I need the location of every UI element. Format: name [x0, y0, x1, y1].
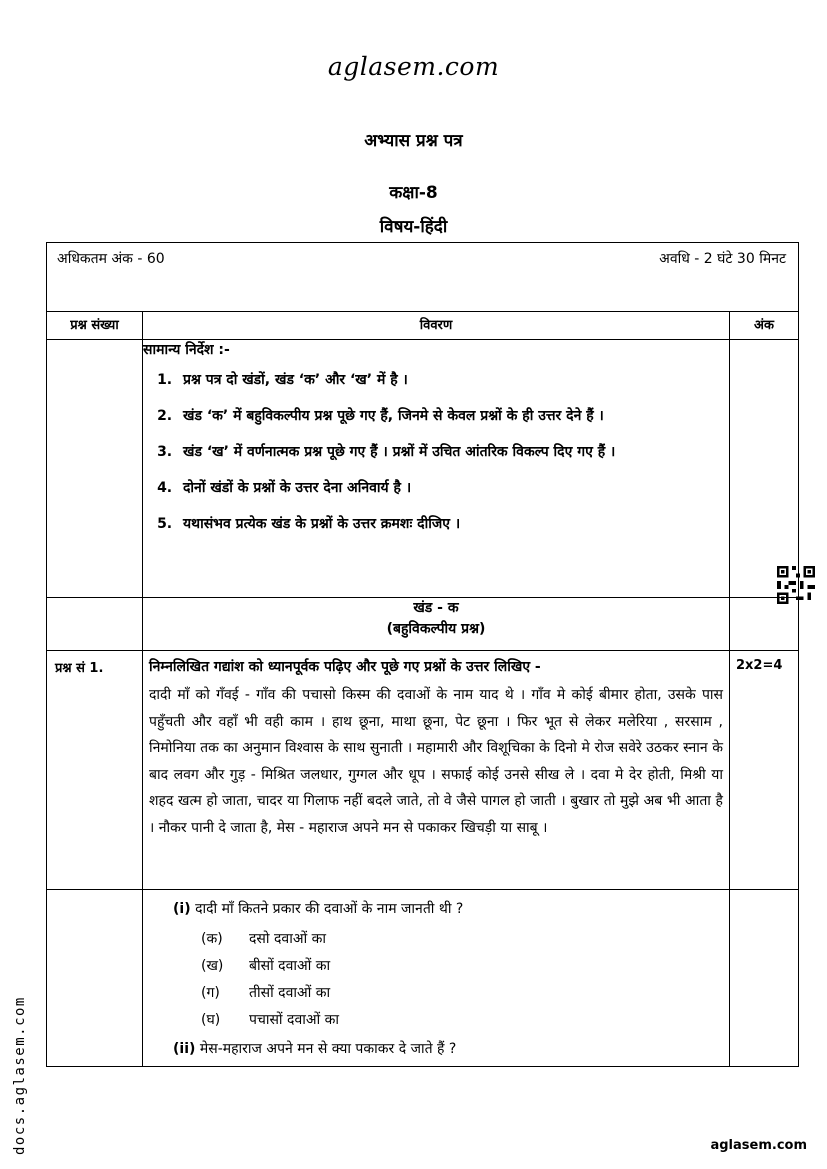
option — [201, 953, 723, 980]
instruction-item: 1. प्रश्न पत्र दो खंडों, खंड ‘क’ और ‘ख’ में है । — [177, 365, 729, 395]
watermark-bottom: aglasem.com — [710, 1138, 807, 1153]
subquestion-1-options — [173, 926, 723, 1034]
column-header-marks: अंक — [730, 312, 799, 340]
watermark-top: aglasem.com — [327, 52, 500, 81]
subquestion-2 — [173, 1038, 723, 1060]
instructions-title: सामान्य निर्देश :- — [143, 342, 230, 358]
option-text: बीसों दवाओं का — [249, 958, 331, 974]
option-key: (ग) — [201, 985, 220, 1001]
question-1-passage: दादी माँ को गँवई - गाँव की पचासो किस्म की दवाओं के नाम याद थे । गाँव मे कोई बीमार होता, उसके पास पहुँचती और वहाँ भी वही काम । हाथ छूना, माथा छूना, पेट छूना । फिर भूत से लेकर मलेरिया , सरसाम , निमोनिया तक का अनुमान विश्वास के साथ सुनाती । महामारी और विशूचिका के दिनो मे रोज सवेरे उठकर स्नान के बाद लवग और गुड़ - मिश्रित जलधार, गुग्गल और धूप । सफाई कोई उनसे सीख ले । दवा मे देर होती, मिश्री या शहद खत्म हो जाता, चादर या गिलाफ नहीं बदले जाते, तो वे जैसे पागल हो जाती । बुखार तो मुझे अब भी आता है । नौकर पानी दे जाता है, मेस - महाराज अपने मन से पकाकर खिचड़ी या साबू । — [149, 687, 723, 836]
option-text: तीसों दवाओं का — [249, 985, 331, 1001]
column-header-details: विवरण — [143, 312, 730, 340]
question-1-instruction: निम्नलिखित गद्यांश को ध्यानपूर्वक पढ़िए और पूछे गए प्रश्नों के उत्तर लिखिए - — [149, 659, 541, 675]
section-a-heading — [143, 598, 730, 651]
column-header-number: प्रश्न संख्या — [47, 312, 143, 340]
general-instructions — [143, 340, 730, 598]
instruction-item: 3. खंड ‘ख’ में वर्णनात्मक प्रश्न पूछे गए हैं । प्रश्नों में उचित आंतरिक विकल्प दिए गए हैं । — [177, 437, 729, 467]
section-a-title: खंड - क — [413, 600, 459, 616]
subject-title: विषय-हिंदी — [379, 217, 448, 237]
class-title: कक्षा-8 — [389, 183, 438, 203]
subquestion-text: मेस-महाराज अपने मन से क्या पकाकर दे जाते हैं ? — [199, 1041, 457, 1057]
option — [201, 980, 723, 1007]
question-1-marks: 2x2=4 — [730, 651, 799, 890]
option — [201, 926, 723, 953]
subquestion-1 — [173, 898, 723, 920]
duration: अवधि - 2 घंटे 30 मिनट — [659, 251, 787, 267]
instruction-item: 5. यथासंभव प्रत्येक खंड के प्रश्नों के उत्तर क्रमशः दीजिए । — [177, 509, 729, 539]
watermark-side: docs.aglasem.com — [12, 996, 28, 1155]
subquestion-number: (i) — [173, 901, 191, 917]
instruction-item: 2. खंड ‘क’ में बहुविकल्पीय प्रश्न पूछे गए हैं, जिनमे से केवल प्रश्नों के ही उत्तर देने हैं । — [177, 401, 729, 431]
max-marks: अधिकतम अंक - 60 — [57, 251, 165, 267]
question-1-subquestions — [143, 890, 730, 1067]
subquestion-text: दादी माँ कितने प्रकार की दवाओं के नाम जानती थी ? — [195, 901, 464, 917]
option-key: (घ) — [201, 1012, 221, 1028]
question-1-body — [143, 651, 730, 890]
option — [201, 1007, 723, 1034]
question-1-label: प्रश्न सं 1. — [47, 651, 143, 890]
option-text: पचासों दवाओं का — [249, 1012, 339, 1028]
option-key: (क) — [201, 931, 223, 947]
section-a-subtitle: (बहुविकल्पीय प्रश्न) — [386, 621, 486, 637]
question-paper-table — [46, 242, 799, 1067]
option-key: (ख) — [201, 958, 224, 974]
paper-title: अभ्यास प्रश्न पत्र — [364, 131, 463, 151]
exam-meta-row — [47, 243, 799, 312]
instruction-item: 4. दोनों खंडों के प्रश्नों के उत्तर देना अनिवार्य है । — [177, 473, 729, 503]
subquestion-number: (ii) — [173, 1041, 196, 1057]
option-text: दसो दवाओं का — [249, 931, 326, 947]
